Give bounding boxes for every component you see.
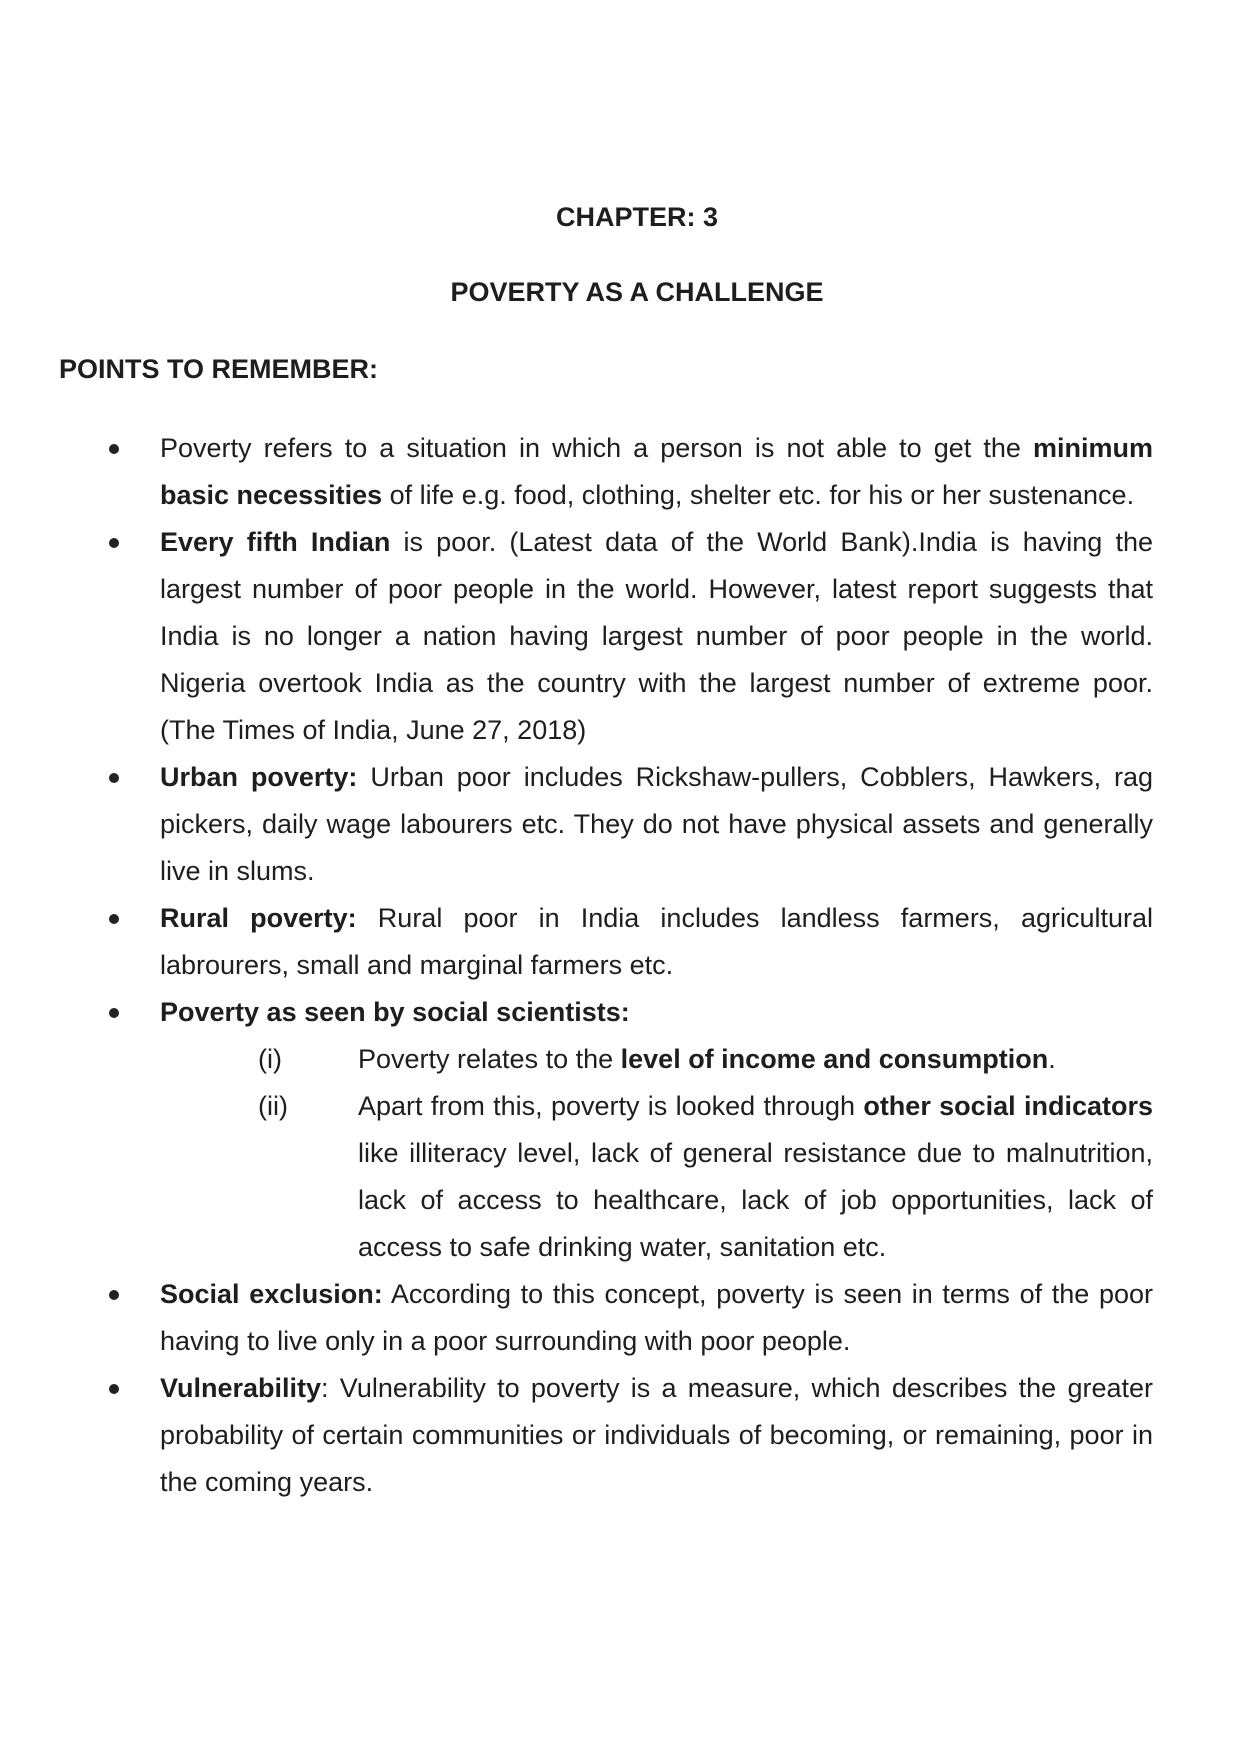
section-heading: POINTS TO REMEMBER: <box>59 354 379 384</box>
bullet-icon <box>109 914 119 924</box>
point-bold-text: Poverty as seen by social scientists: <box>160 997 630 1027</box>
sub-item-text: Poverty relates to the level of income and consumption. <box>358 1044 1056 1074</box>
bullet-icon <box>109 1384 119 1394</box>
point-text: : Vulnerability to poverty is a measure, which describes the greater probability of certain communities or individuals of becoming, or remaining, poor in the coming years. <box>160 1373 1153 1497</box>
sub-list-item <box>160 1083 1153 1271</box>
point-bold-text: Rural poverty: <box>160 903 357 933</box>
point-bold-text: Every fifth Indian <box>160 527 391 557</box>
sub-item-number: (ii) <box>258 1091 288 1121</box>
point-text: Urban poor includes Rickshaw-pullers, Cobblers, Hawkers, rag pickers, daily wage labourers etc. They do not have physical assets and generally live in slums. <box>160 762 1153 886</box>
point-text: Rural poor in India includes landless farmers, agricultural labrourers, small and marginal farmers etc. <box>160 903 1153 980</box>
list-item <box>160 754 1153 895</box>
bullet-icon <box>109 1290 119 1300</box>
chapter-heading: CHAPTER: 3 <box>555 202 718 232</box>
bullet-icon <box>109 538 119 548</box>
point-bold-text: Vulnerability <box>160 1373 322 1403</box>
point-text: According to this concept, poverty is seen in terms of the poor having to live only in a poor surrounding with poor people. <box>160 1279 1153 1356</box>
list-item <box>160 1271 1153 1365</box>
points-list <box>160 425 1153 1506</box>
list-item <box>160 425 1153 519</box>
point-bold-text: minimum basic necessities <box>160 433 1153 510</box>
sub-item-text: Apart from this, poverty is looked through other social indicators like illiteracy level, lack of general resistance due to malnutrition, lack of access to healthcare, lack of job opportunities, lack of access to safe drinking water, sanitation etc. <box>358 1091 1153 1262</box>
bullet-icon <box>109 773 119 783</box>
list-item <box>160 1365 1153 1506</box>
list-item <box>160 895 1153 989</box>
sub-list-item <box>160 1036 1153 1083</box>
chapter-title: POVERTY AS A CHALLENGE <box>450 277 824 307</box>
point-bold-text: Urban poverty: <box>160 762 358 792</box>
point-bold-text: Social exclusion: <box>160 1279 383 1309</box>
sub-list <box>160 1036 1153 1271</box>
sub-item-number: (i) <box>258 1044 282 1074</box>
point-text: is poor. (Latest data of the World Bank).India is having the largest number of poor people in the world. However, latest report suggests that India is no longer a nation having largest number of poor people in the world. Nigeria overtook India as the country with the largest number of extreme poor. (The Times of India, June 27, 2018) <box>160 527 1153 745</box>
bullet-icon <box>109 444 119 454</box>
point-text: of life e.g. food, clothing, shelter etc. for his or her sustenance. <box>382 480 1135 510</box>
point-text: Poverty refers to a situation in which a person is not able to get the <box>160 433 1033 463</box>
list-item <box>160 989 1153 1271</box>
list-item <box>160 519 1153 754</box>
bullet-icon <box>109 1008 119 1018</box>
